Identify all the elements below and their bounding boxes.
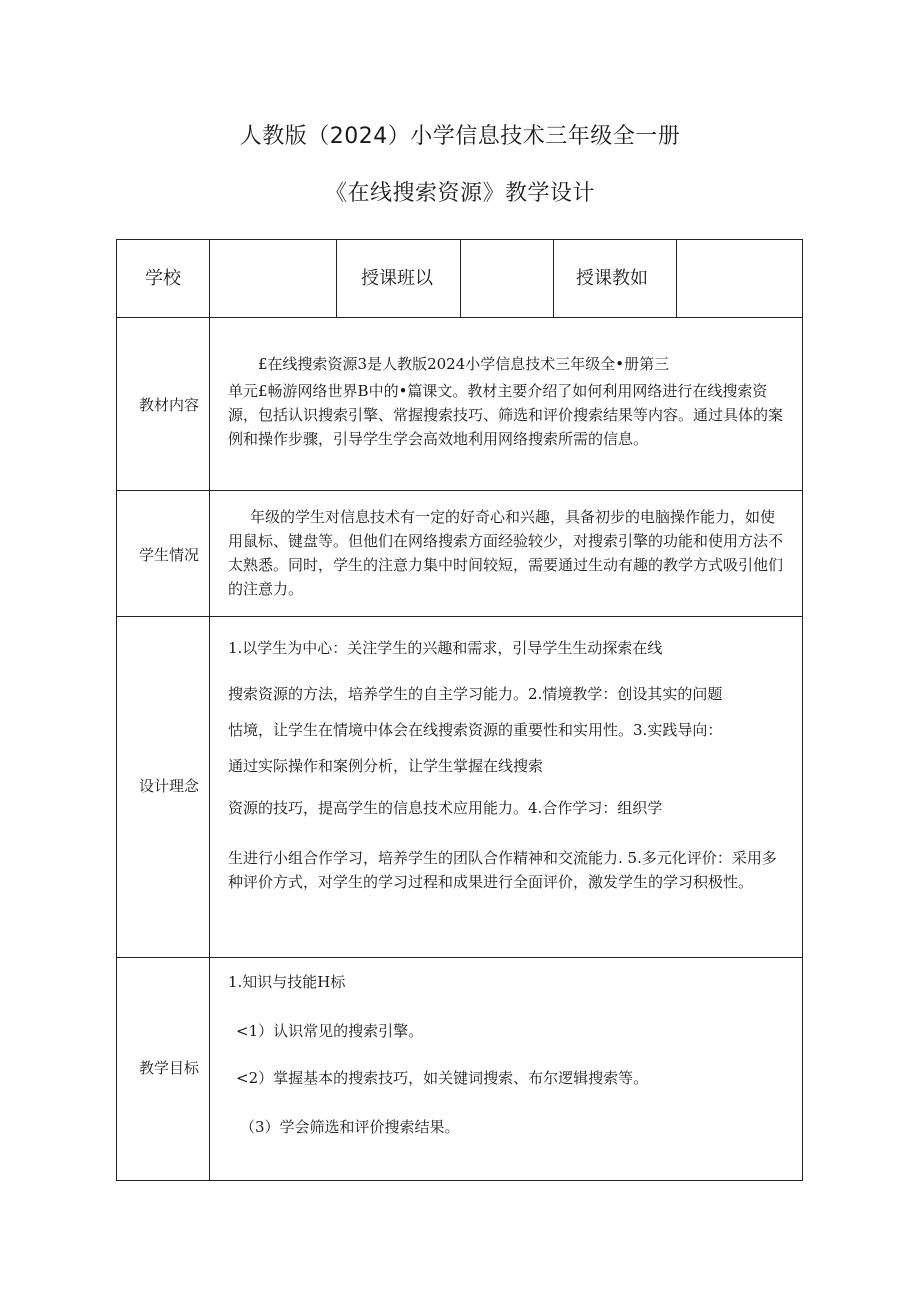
material-label: 教材内容 (139, 396, 200, 414)
objective-item: <1）认识常见的搜索引擎。 (236, 1022, 424, 1040)
concept-paragraph: 通过实际操作和案例分析，让学生掌握在线搜索 (228, 757, 544, 775)
row-divider (116, 317, 803, 318)
material-text-line1: £在线搜索资源3是人教版2024小学信息技术三年级全•册第三 (258, 355, 670, 373)
header-column-divider (676, 239, 677, 317)
row-divider (116, 957, 803, 958)
students-text: 年级的学生对信息技术有一定的好奇心和兴趣，具备初步的电脑操作能力，如使用鼠标、键盘等。但他们在网络搜索方面经验较少，对搜索引擎的功能和使用方法不太熟悉。同时，学生的注意力集中时间较短，需要通过生动有趣的教学方式吸引他们的注意力。 (228, 508, 784, 598)
objectives-label: 教学目标 (139, 1059, 200, 1077)
objective-item: （3）学会筛选和评价搜索结果。 (240, 1118, 460, 1136)
concept-label: 设计理念 (139, 777, 200, 795)
class-label: 授课班以 (361, 268, 433, 289)
row-divider (116, 616, 803, 617)
header-column-divider (553, 239, 554, 317)
objectives-heading: 1.知识与技能H标 (228, 973, 346, 991)
header-column-divider (336, 239, 337, 317)
teacher-label: 授课教如 (576, 268, 648, 289)
table-border-bottom (116, 1180, 803, 1181)
school-label: 学校 (145, 268, 181, 289)
objective-item: <2）掌握基本的搜索技巧，如关键词搜索、布尔逻辑搜索等。 (236, 1069, 649, 1087)
students-label: 学生情况 (139, 546, 200, 564)
concept-paragraph: 怙境，让学生在情境中体会在线搜索资源的重要性和实用性。3.实践导向： (228, 721, 723, 739)
concept-paragraph: 搜索资源的方法，培养学生的自主学习能力。2.情境教学：创设其实的问题 (228, 685, 723, 703)
document-subtitle: 《在线搜索资源》教学设计 (324, 181, 595, 206)
header-column-divider (460, 239, 461, 317)
material-text: 单元£畅游网络世界B中的•篇课文。教材主要介绍了如何利用网络进行在线搜索资源，包括认识搜索引擎、常握搜索技巧、筛选和评价搜索结果等内容。通过具体的案例和操作步骤，引导学生学会高效地利用网络搜索所需的信息。 (228, 382, 784, 448)
label-column-divider (209, 239, 210, 1181)
concept-paragraph: 1.以学生为中心：关注学生的兴趣和需求，引导学生生动探索在线 (228, 639, 663, 657)
concept-paragraph: 资源的技巧，提高学生的信息技术应用能力。4.合作学习：组织学 (228, 799, 663, 817)
table-border-left (116, 239, 117, 1181)
table-border-right (802, 239, 803, 1181)
row-divider (116, 490, 803, 491)
concept-paragraph: 生进行小组合作学习，培养学生的团队合作精神和交流能力. 5.多元化评价：采用多种评价方式，对学生的学习过程和成果进行全面评价，激发学生的学习积极性。 (228, 849, 777, 891)
document-title: 人教版（2024）小学信息技术三年级全一册 (239, 124, 681, 149)
